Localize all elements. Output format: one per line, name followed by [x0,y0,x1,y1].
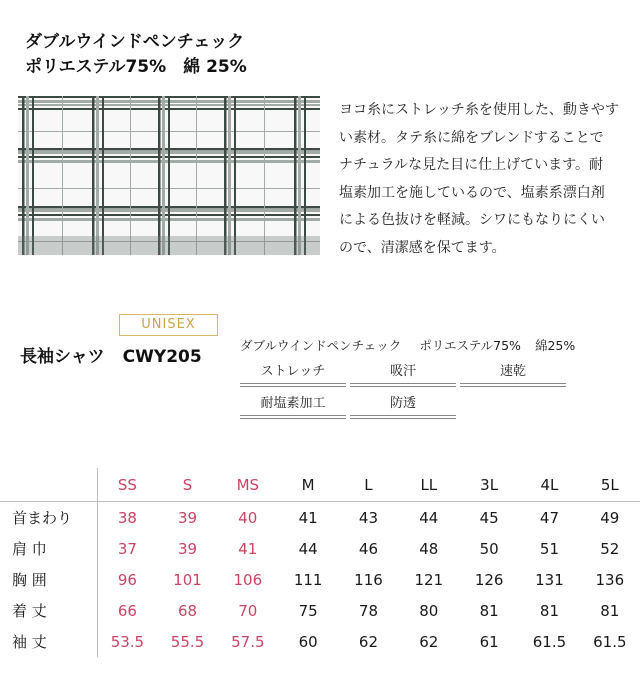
table-cell: 44 [298,539,318,558]
product-code: CWY205 [122,347,202,367]
feature-tag-stretch: ストレッチ [240,362,346,384]
size-header: SS [97,468,157,502]
size-header: 4L [519,468,579,502]
product-spec-line [240,336,575,354]
row-label-neck: 首まわり [0,502,97,534]
table-cell: 47 [539,508,559,527]
product-name: 長袖シャツ [20,347,105,367]
table-cell: 39 [177,508,198,527]
table-cell: 39 [177,539,198,558]
table-cell: 45 [479,508,499,527]
row-label-sleeve: 袖 丈 [0,626,97,657]
table-cell: 53.5 [110,632,145,651]
table-cell: 48 [419,539,439,558]
size-header: M [278,468,338,502]
table-cell: 41 [238,539,258,558]
table-cell: 44 [419,508,439,527]
size-header: S [157,468,217,502]
table-cell: 62 [419,632,439,651]
fabric-swatch-image [18,96,320,255]
fabric-description [339,97,635,262]
table-cell: 55.5 [170,632,205,651]
table-cell: 121 [414,570,444,589]
table-cell: 111 [293,570,323,589]
table-cell: 96 [117,570,137,589]
table-cell: 78 [358,601,379,620]
fabric-name: ダブルウインドペンチェック [25,32,245,52]
table-cell: 52 [600,539,620,558]
table-cell: 81 [600,601,620,620]
feature-tag-chlorine-resistant: 耐塩素加工 [240,394,346,416]
size-header: L [338,468,398,502]
table-cell: 68 [177,601,198,620]
spec-cotton: 綿25% [534,338,576,353]
table-cell: 50 [479,539,499,558]
table-cell: 75 [298,601,318,620]
feature-tag-quick-dry: 速乾 [460,362,566,384]
table-cell: 51 [539,539,559,558]
row-label-chest: 胸 囲 [0,564,97,595]
table-cell: 60 [298,632,318,651]
table-cell: 61.5 [593,632,627,651]
table-row [0,626,640,657]
size-header-row [0,468,640,502]
table-cell: 46 [358,539,379,558]
table-cell: 136 [595,570,625,589]
size-header: MS [218,468,278,502]
table-cell: 126 [474,570,504,589]
table-cell: 101 [173,570,202,589]
table-cell: 37 [117,539,137,558]
table-cell: 38 [117,508,137,527]
size-header: 5L [580,468,640,502]
fabric-heading [25,30,247,80]
table-cell: 106 [233,570,263,589]
fabric-composition: ポリエステル75% 綿 25% [25,57,247,77]
table-row [0,595,640,626]
table-cell: 57.5 [231,632,265,651]
table-cell: 43 [358,508,379,527]
description-line: による色抜けを軽減。シワにもなりにくい [339,212,605,228]
table-cell: 62 [358,632,379,651]
table-cell: 81 [479,601,499,620]
spec-fabric: ダブルウインドペンチェック [240,338,402,353]
table-cell: 61 [479,632,499,651]
table-cell: 40 [238,508,258,527]
size-header-corner [0,468,97,502]
table-cell: 116 [354,570,383,589]
row-label-length: 着 丈 [0,595,97,626]
description-line: い素材。タテ糸に綿をブレンドすることで [339,129,604,146]
plaid-pattern [18,96,320,255]
product-title [20,342,202,367]
size-header: 3L [459,468,519,502]
row-label-shoulder: 肩 巾 [0,533,97,564]
table-row [0,533,640,564]
description-line: ナチュラルな見た目に仕上げています。耐 [339,157,604,173]
table-cell: 81 [539,601,559,620]
table-cell: 131 [535,570,564,589]
description-line: ヨコ糸にストレッチ糸を使用した、動きやす [339,102,619,118]
unisex-badge: UNISEX [119,314,218,336]
table-row [0,502,640,534]
table-cell: 70 [238,601,258,620]
size-header: LL [399,468,459,502]
description-line: ので、清潔感を保てます。 [339,239,506,256]
spec-composition: ポリエステル75% [419,338,521,353]
table-cell: 80 [419,601,439,620]
feature-tag-sweat-absorb: 吸汗 [350,362,456,384]
size-table [0,468,640,657]
table-cell: 41 [298,508,318,527]
feature-tag-anti-see-through: 防透 [350,394,456,416]
table-cell: 49 [600,508,620,527]
table-row [0,564,640,595]
description-line: 塩素加工を施しているので、塩素系漂白剤 [339,184,605,201]
table-cell: 61.5 [532,632,567,651]
table-cell: 66 [117,601,137,620]
